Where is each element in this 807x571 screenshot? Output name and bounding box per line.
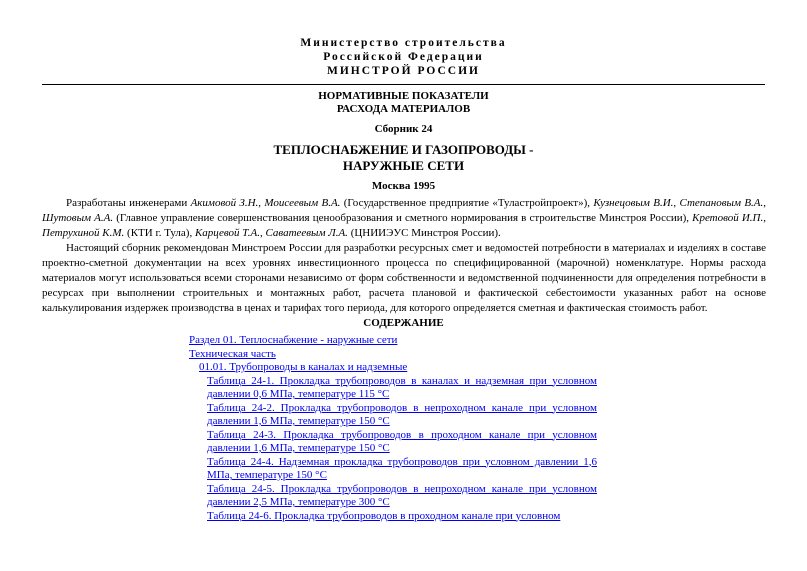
- place-year: Москва 1995: [371, 180, 436, 192]
- authors-paragraph: [42, 196, 766, 241]
- intro-text: [42, 196, 766, 316]
- collection-number: Сборник 24: [374, 123, 433, 135]
- text-fragment: (Главное управление совершенствования ценообразования и сметного нормирования в строительстве Минстроя России),: [113, 212, 693, 224]
- toc-link-subsection-01-01[interactable]: 01.01. Трубопроводы в каналах и надземные: [199, 361, 408, 373]
- text-fragment: ,: [673, 197, 680, 209]
- ministry-line-3: МИНСТРОЙ РОССИИ: [327, 65, 480, 77]
- author-name: Петрухиной К.М.: [42, 227, 125, 239]
- text-fragment: (Государственное предприятие «Туластройпроект»),: [340, 197, 594, 209]
- text-fragment: ,: [763, 212, 766, 224]
- ministry-line-1: Министерство строительства: [300, 37, 507, 49]
- author-name: Акимовой З.Н.: [190, 197, 259, 209]
- header-divider: [42, 84, 765, 85]
- norm-line-1: НОРМАТИВНЫЕ ПОКАЗАТЕЛИ: [318, 90, 489, 102]
- text-fragment: ,: [763, 197, 767, 209]
- text-fragment: (ЦНИИЭУС Минстроя России).: [347, 227, 501, 239]
- text-fragment: ,: [258, 197, 265, 209]
- text-fragment: ,: [259, 227, 266, 239]
- toc-link-section-01[interactable]: Раздел 01. Теплоснабжение - наружные сети: [189, 334, 398, 346]
- norm-heading: [0, 90, 807, 116]
- author-name: Кузнецовым В.И.: [593, 197, 674, 209]
- title-line-2: НАРУЖНЫЕ СЕТИ: [342, 158, 465, 173]
- author-name: Шутовым А.А.: [42, 212, 114, 224]
- toc-link-table-24-3[interactable]: Таблица 24-3. Прокладка трубопроводов в проходном канале при условном давлении 1,6 МПа, температуре 150 °С: [207, 428, 597, 454]
- document-title: [0, 142, 807, 174]
- ministry-header: [0, 36, 807, 78]
- author-name: Моисеевым В.А.: [264, 197, 341, 209]
- author-name: Степановым В.А.: [679, 197, 764, 209]
- toc-link-table-24-6[interactable]: Таблица 24-6. Прокладка трубопроводов в проходном канале при условном: [207, 509, 561, 522]
- toc-link-technical-part[interactable]: Техническая часть: [189, 347, 276, 360]
- toc-link-table-24-5[interactable]: Таблица 24-5. Прокладка трубопроводов в непроходном канале при условном давлении 2,5 МПа, температуре 300 °С: [207, 482, 597, 508]
- title-line-1: ТЕПЛОСНАБЖЕНИЕ И ГАЗОПРОВОДЫ -: [273, 142, 534, 157]
- author-name: Саватеевым Л.А.: [265, 227, 348, 239]
- text-fragment: (КТИ г. Тула),: [124, 227, 195, 239]
- toc-link-table-24-1[interactable]: Таблица 24-1. Прокладка трубопроводов в каналах и надземная при условном давлении 0,6 МПа, температуре 115 °С: [207, 374, 597, 400]
- author-name: Кретовой И.П.: [692, 212, 764, 224]
- table-of-contents: [189, 334, 597, 523]
- purpose-paragraph: Настоящий сборник рекомендован Минстроем России для разработки ресурсных смет и ведомостей потребности в материалах и изделиях в составе проектно-сметной документации на всех уровнях инвестиционного процесса по специфицированной (марочной) номенклатуре. Нормы расхода материалов могут использоваться всеми сторонами независимо от форм собственности и ведомственной подчиненности для определения потребности в ресурсах при выполнении строительных и монтажных работ, расчета плановой и фактической себестоимости указанных работ на основе калькулирования издержек производства в ценах и тарифах того периода, для которого определяется сметная и фактическая стоимость работ.: [42, 242, 766, 314]
- ministry-line-2: Российской Федерации: [323, 51, 484, 63]
- contents-heading: СОДЕРЖАНИЕ: [363, 317, 444, 329]
- norm-line-2: РАСХОДА МАТЕРИАЛОВ: [336, 103, 471, 115]
- text-fragment: Разработаны инженерами: [66, 197, 191, 209]
- author-name: Карцевой Т.А.: [194, 227, 260, 239]
- toc-link-table-24-4[interactable]: Таблица 24-4. Надземная прокладка трубопроводов при условном давлении 1,6 МПа, температуре 150 °С: [207, 455, 597, 481]
- toc-link-table-24-2[interactable]: Таблица 24-2. Прокладка трубопроводов в непроходном канале при условном давлении 1,6 МПа, температуре 150 °С: [207, 401, 597, 427]
